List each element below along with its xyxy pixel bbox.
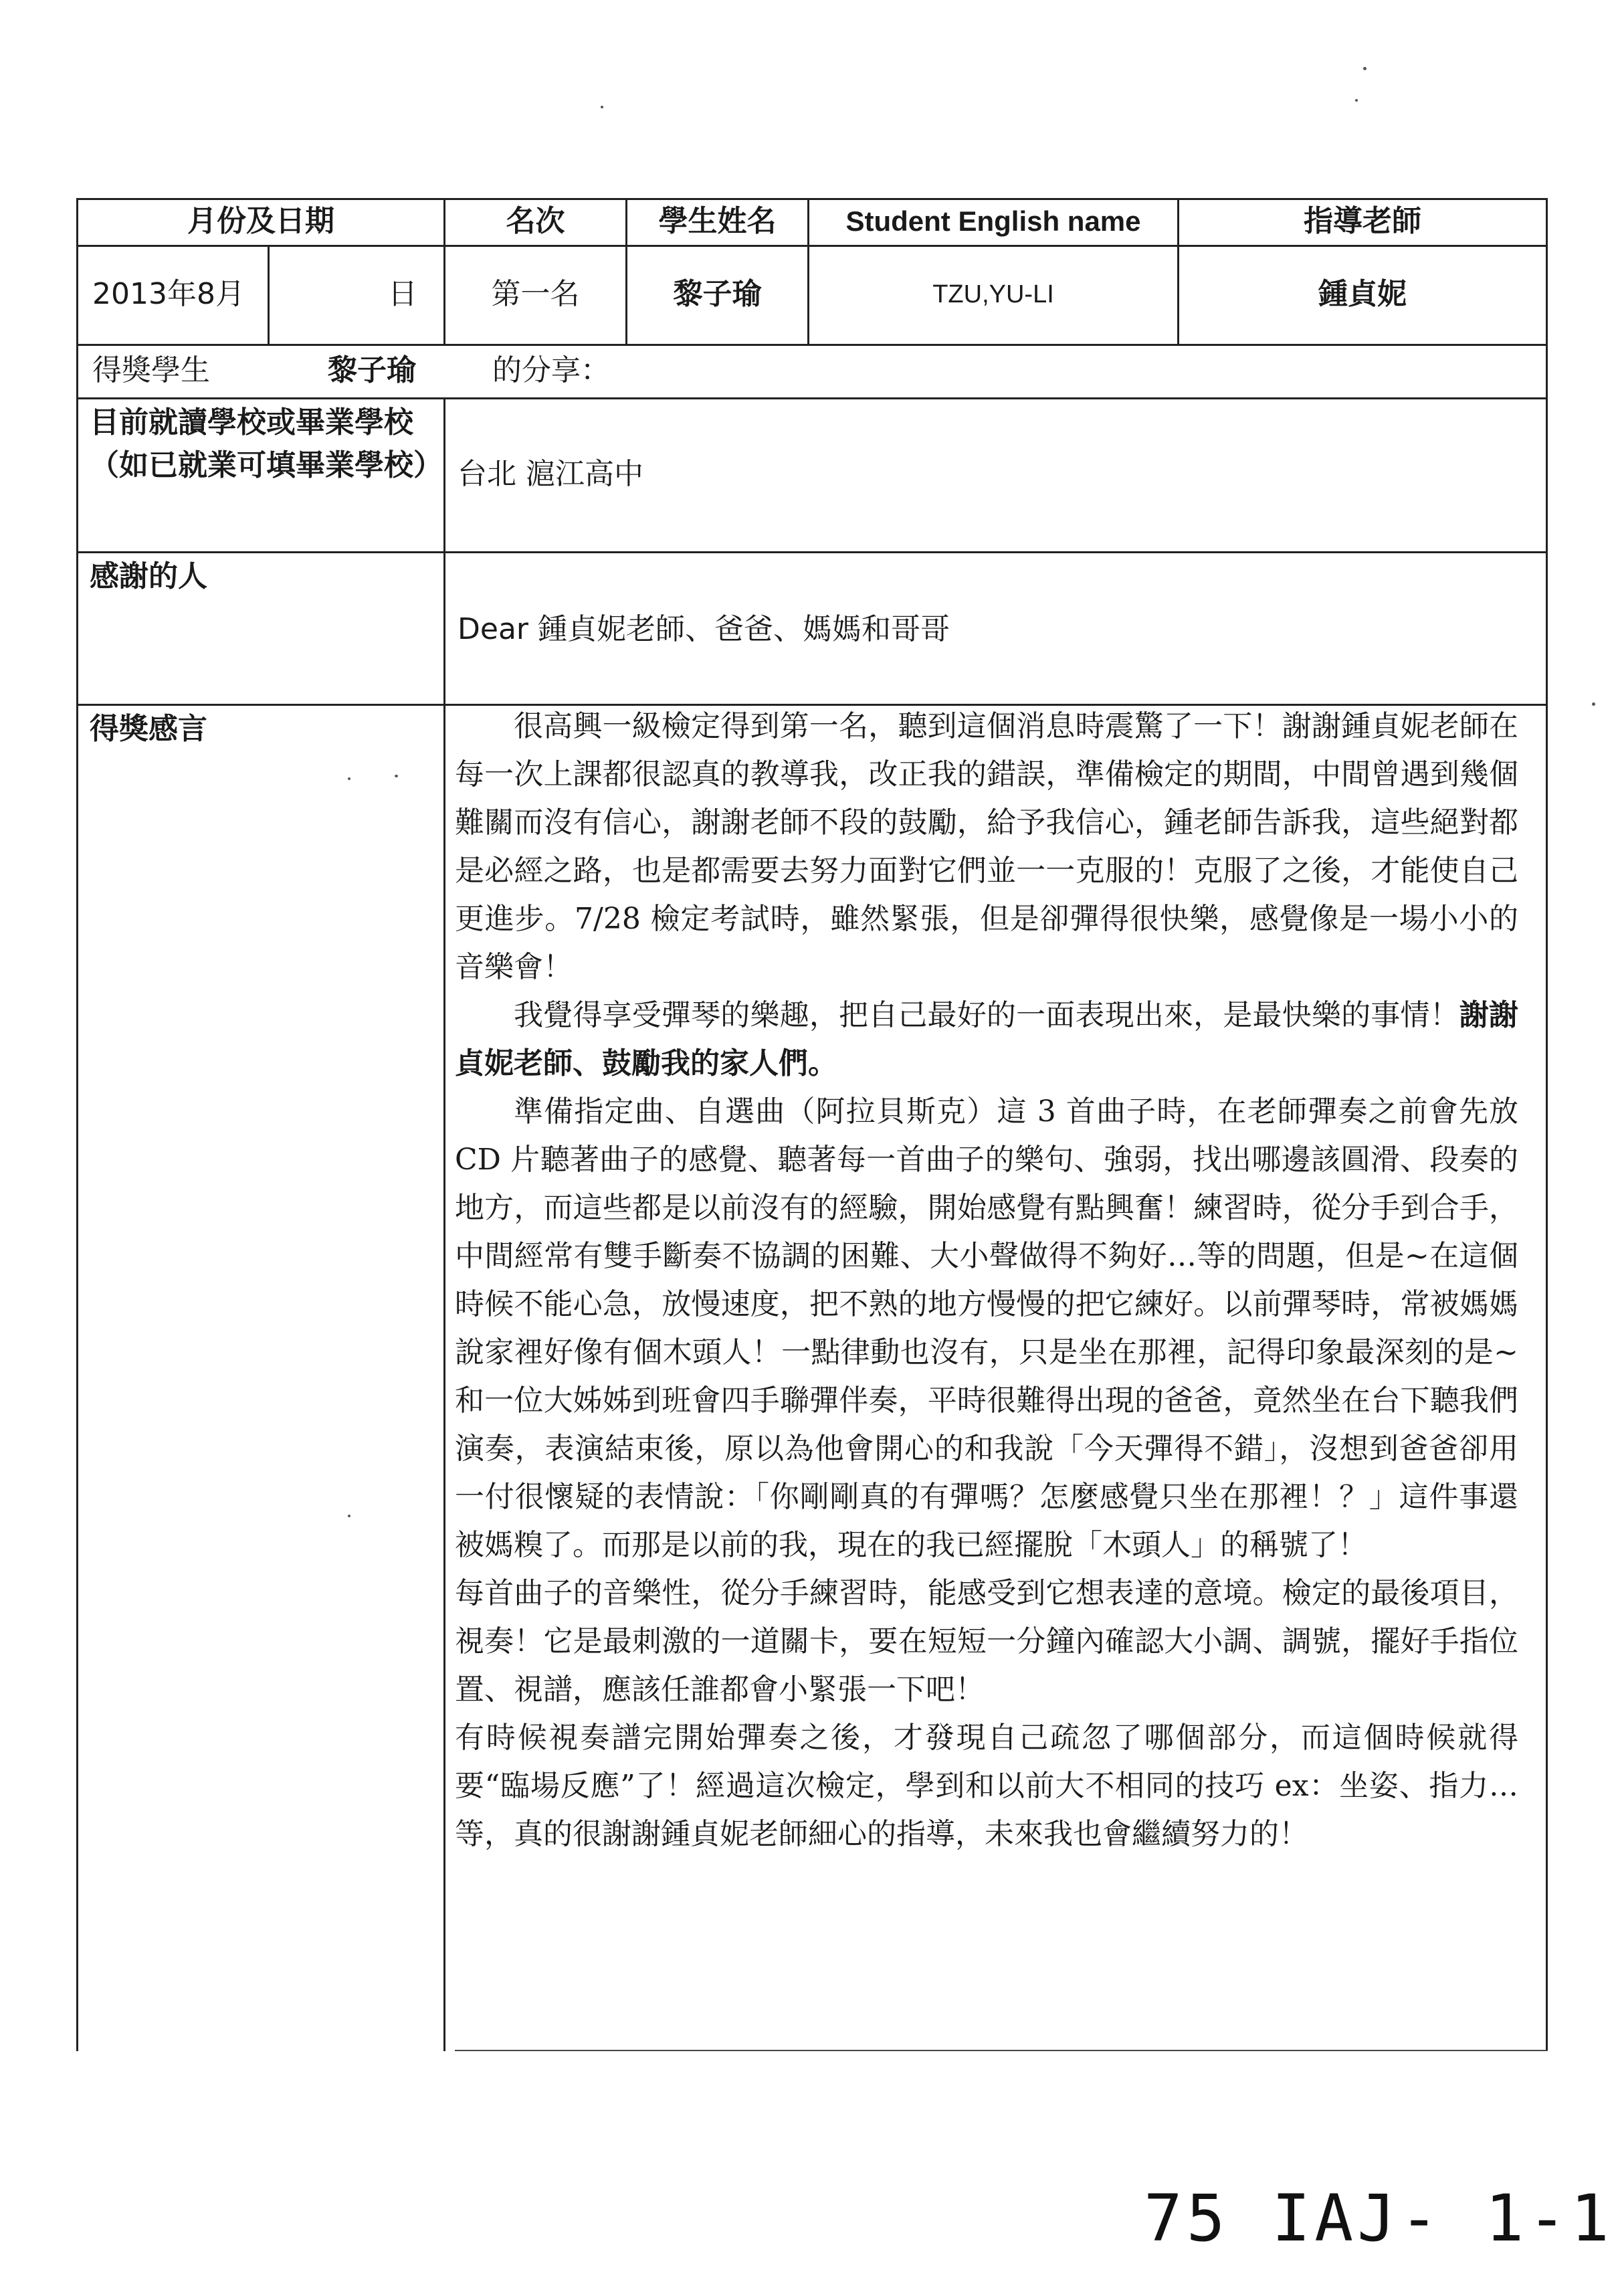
scan-speck (1363, 67, 1367, 70)
speech-paragraph: 每首曲子的音樂性，從分手練習時，能感受到它想表達的意境。檢定的最後項目，視奏！它是最刺激的一道關卡，要在短短一分鐘內確認大小調、調號，擺好手指位置、視譜，應該任誰都會小緊張一下吧！ (455, 1576, 1518, 1707)
share-name: 黎子瑜 (328, 353, 416, 387)
speech-sentence: 我覺得享受彈琴的樂趣，把自己最好的一面表現出來，是最快樂的事情！ (514, 998, 1459, 1032)
entry-rank: 第一名 (491, 277, 580, 311)
col-divider (268, 245, 270, 344)
speech-emphasis: 謝謝貞妮老師、鼓勵我的家人們。 (455, 998, 1519, 1080)
header-date: 月份及日期 (187, 204, 334, 238)
scan-speck (348, 777, 350, 780)
handwritten-code: 75 IAJ- 1-1 (1144, 2181, 1613, 2256)
speech-paragraph: 有時候視奏譜完開始彈奏之後，才發現自己疏忽了哪個部分，而這個時候就得要“臨場反應”了！經過這次檢定，學到和以前大不相同的技巧 ex：坐姿、指力…等，真的很謝謝鍾貞妮老師細心的指導，未來我也會繼續努力的！ (455, 1721, 1518, 1851)
entry-student-name: 黎子瑜 (673, 277, 762, 311)
header-student-name: 學生姓名 (658, 204, 777, 238)
school-label: 目前就讀學校或畢業學校（如已就業可填畢業學校） (90, 405, 443, 482)
row-divider (76, 344, 1548, 346)
scan-speck (395, 775, 398, 777)
header-rank: 名次 (506, 204, 565, 238)
entry-year-month: 2013年8月 (92, 277, 245, 311)
thanks-value: Dear 鍾貞妮老師、爸爸、媽媽和哥哥 (458, 612, 950, 646)
entry-day: 日 (388, 277, 417, 311)
speech-body (455, 702, 1518, 1858)
share-prefix: 得獎學生 (92, 353, 210, 387)
scan-speck (1592, 702, 1595, 706)
share-suffix: 的分享： (492, 353, 610, 387)
row-divider (76, 551, 1548, 553)
row-divider (76, 397, 1548, 399)
speech-paragraph: 準備指定曲、自選曲（阿拉貝斯克）這 3 首曲子時，在老師彈奏之前會先放 CD 片聽著曲子的感覺、聽著每一首曲子的樂句、強弱，找出哪邊該圓滑、段奏的地方，而這些都是以前沒有的經驗，開始感覺有點興奮！練習時，從分手到合手，中間經常有雙手斷奏不協調的困難、大小聲做得不夠好…等的問題，但是~在這個時候不能心急，放慢速度，把不熟的地方慢慢的把它練好。以前彈琴時，常被媽媽說家裡好像有個木頭人！一點律動也沒有，只是坐在那裡，記得印象最深刻的是~和一位大姊姊到班會四手聯彈伴奏，平時很難得出現的爸爸，竟然坐在台下聽我們演奏，表演結束後，原以為他會開心的和我說「今天彈得不錯」，沒想到爸爸卻用一付很懷疑的表情說：「你剛剛真的有彈嗎？怎麼感覺只坐在那裡！？」這件事還被媽糗了。而那是以前的我，現在的我已經擺脫「木頭人」的稱號了！ (455, 1094, 1518, 1562)
speech-paragraph (455, 991, 1518, 1088)
speech-label: 得獎感言 (90, 712, 207, 746)
scan-speck (348, 1515, 350, 1517)
header-english-name: Student English name (845, 205, 1141, 237)
bottom-edge (455, 2050, 1548, 2051)
entry-english-name: TZU,YU-LI (932, 280, 1054, 308)
label-col-divider (443, 397, 445, 2051)
school-value: 台北 滬江高中 (458, 457, 643, 491)
thanks-label: 感謝的人 (90, 559, 207, 593)
header-teacher: 指導老師 (1304, 204, 1421, 238)
speech-paragraph: 很高興一級檢定得到第一名，聽到這個消息時震驚了一下！謝謝鍾貞妮老師在每一次上課都很認真的教導我，改正我的錯誤，準備檢定的期間，中間曾遇到幾個難關而沒有信心，謝謝老師不段的鼓勵，給予我信心，鍾老師告訴我，這些絕對都是必經之路，也是都需要去努力面對它們並一一克服的！克服了之後，才能使自己更進步。7/28 檢定考試時，雖然緊張，但是卻彈得很快樂，感覺像是一場小小的音樂會！ (455, 709, 1518, 984)
scan-speck (1355, 99, 1358, 102)
scan-speck (601, 106, 603, 108)
entry-teacher: 鍾貞妮 (1318, 277, 1407, 311)
